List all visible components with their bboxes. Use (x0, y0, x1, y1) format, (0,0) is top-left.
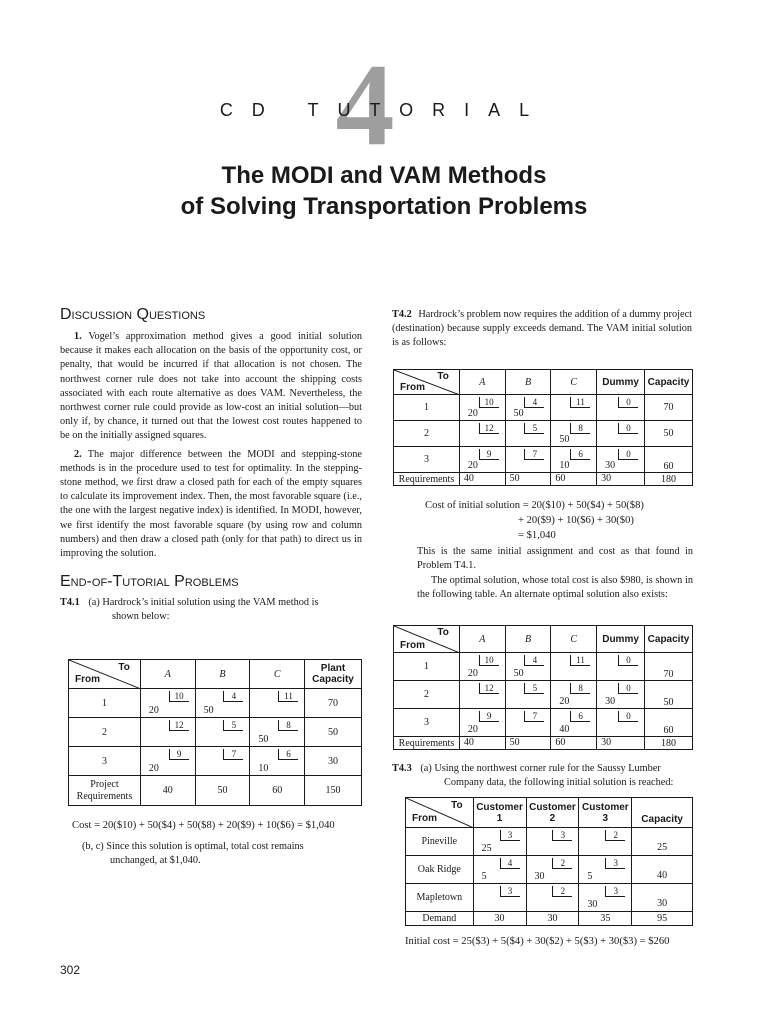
t42b-to-label: To (437, 627, 449, 638)
t42b-col-header: C (551, 626, 597, 653)
t42b-row-label: 1 (394, 653, 460, 681)
t42b-cell (597, 681, 645, 709)
t42b-req-value: 60 (551, 737, 597, 750)
t41-text-a: (a) Hardrock’s initial solution using the VAM method is (88, 597, 319, 609)
t42b-col-header: B (505, 626, 551, 653)
alloc-value: 10 (559, 460, 570, 471)
t42-cost-line-1: Cost of initial solution = 20($10) + 50($4) + 50($8) (425, 500, 644, 511)
cost-box: 7 (524, 711, 544, 722)
alloc-value: 50 (513, 408, 524, 419)
t41-cell (140, 747, 195, 776)
t42a-col-header: Capacity (645, 370, 693, 395)
t41-cell (250, 747, 305, 776)
t42-text: Hardrock’s problem now requires the addition of a dummy project (destination) because supply exceeds demand. The VAM initial solution is as follows: (392, 309, 692, 349)
t41-req-total: 150 (305, 776, 362, 806)
cost-box: 8 (278, 720, 298, 731)
t42a-capacity: 50 (645, 421, 693, 447)
t42a-row-label: 1 (394, 395, 460, 421)
t41-capacity-header (305, 660, 362, 689)
t41-cell (140, 718, 195, 747)
alloc-value: 30 (587, 899, 598, 910)
t42a-cell (459, 447, 505, 473)
t42a-col-header: A (459, 370, 505, 395)
t41-cell (195, 689, 250, 718)
alloc-value: 5 (481, 871, 487, 882)
cost-box: 4 (223, 691, 243, 702)
t42b-corner-cell (394, 626, 460, 653)
t41-capacity: 30 (305, 747, 362, 776)
t41-req-label-2: Requirements (76, 790, 133, 802)
t42b-cell (551, 653, 597, 681)
t42a-col-header: Dummy (597, 370, 645, 395)
title-line-2: of Solving Transportation Problems (180, 193, 588, 220)
t43-req-total: 95 (632, 912, 693, 926)
t43-req-value: 30 (473, 912, 526, 926)
t41-cell (250, 718, 305, 747)
q1-number: 1. (74, 331, 82, 342)
cost-box: 10 (479, 655, 499, 666)
t42b-row-label: 3 (394, 709, 460, 737)
alloc-value: 20 (148, 705, 159, 716)
t42-label: T4.2 (392, 309, 412, 320)
chapter-number: 4 (335, 39, 395, 170)
t42a-col-header: C (551, 370, 597, 395)
cost-box: 3 (605, 886, 625, 897)
eot-heading: End-of-Tutorial Problems (60, 573, 239, 591)
cost-box: 0 (618, 655, 638, 666)
t43-label: T4.3 (392, 763, 412, 774)
cost-box: 12 (479, 683, 499, 694)
t41-cell (250, 689, 305, 718)
t42-optimal-table (393, 625, 693, 750)
t42-cost-line-3: = $1,040 (518, 530, 556, 541)
t41-req-label-1: Project (90, 778, 119, 790)
cost-box: 9 (169, 749, 189, 760)
cost-box: 9 (479, 449, 499, 460)
t41-cell (140, 689, 195, 718)
cost-box: 5 (524, 683, 544, 694)
t42b-cell (597, 653, 645, 681)
t41-row-label: 3 (69, 747, 141, 776)
t43-cell (526, 828, 579, 856)
t43-col-header (526, 798, 579, 828)
t43-col-header (473, 798, 526, 828)
t41-capacity-header-2: Capacity (312, 674, 354, 685)
page-number: 302 (60, 963, 81, 977)
alloc-value: 10 (258, 763, 269, 774)
t41-col-header: A (140, 660, 195, 689)
t41-req-value: 60 (250, 776, 305, 806)
t41-cost-equation: Cost = 20($10) + 50($4) + 50($8) + 20($9) + 10($6) = $1,040 (72, 820, 335, 831)
t42b-row-label: 2 (394, 681, 460, 709)
cost-box: 5 (524, 423, 544, 434)
cost-box: 4 (524, 397, 544, 408)
cost-box: 0 (618, 711, 638, 722)
q2-text: The major difference between the MODI and stepping-stone methods is in the procedure used to test for optimality. In the stepping-stone method, we first draw a closed path for each of the empty squares to calculate its improvement index. Then, the most favorable square (i.e., the one with the largest negative index) is identified. In MODI, however, we first identify the most favorable square (by using row and column numbers) and then draw a closed path (only for that path) to direct us in improving the solution. (60, 448, 362, 560)
t42a-cell (597, 447, 645, 473)
t43-cell (473, 828, 526, 856)
t42b-cell (505, 653, 551, 681)
t42a-req-value: 40 (459, 473, 505, 486)
cost-box: 4 (524, 655, 544, 666)
alloc-value: 30 (605, 460, 616, 471)
cost-box: 12 (169, 720, 189, 731)
t43-req-value: 30 (526, 912, 579, 926)
t42b-cell (551, 681, 597, 709)
t42a-cell (505, 395, 551, 421)
t42a-cell (597, 421, 645, 447)
t43-col-header-word: Customer (581, 801, 629, 813)
cost-box: 3 (605, 858, 625, 869)
t43-capacity-header: Capacity (632, 798, 693, 828)
t42b-capacity: 50 (645, 681, 693, 709)
t42a-req-total: 180 (645, 473, 693, 486)
t43-capacity: 25 (632, 828, 693, 856)
t41-bc (82, 840, 362, 868)
t42-cost-equation (425, 498, 705, 543)
cost-box: 10 (169, 691, 189, 702)
cost-box: 6 (570, 449, 590, 460)
t42b-cell (551, 709, 597, 737)
alloc-value: 30 (534, 871, 545, 882)
left-column (60, 306, 362, 625)
t41-cell (195, 718, 250, 747)
t42a-col-header: B (505, 370, 551, 395)
t42b-capacity: 70 (645, 653, 693, 681)
cost-box: 11 (570, 397, 590, 408)
cost-box: 0 (618, 449, 638, 460)
t43-col-header (579, 798, 632, 828)
t42a-capacity: 70 (645, 395, 693, 421)
cost-box: 0 (618, 423, 638, 434)
t42a-cell (505, 421, 551, 447)
cost-box: 12 (479, 423, 499, 434)
t42-cost-line-2: + 20($9) + 10($6) + 30($0) (518, 515, 634, 526)
t43-col-header-num: 3 (602, 812, 609, 824)
t43-table (405, 797, 693, 926)
t42a-from-label: From (400, 382, 425, 393)
t43-cell (473, 856, 526, 884)
cost-box: 7 (524, 449, 544, 460)
t41-bc-a: (b, c) Since this solution is optimal, total cost remains (82, 841, 304, 852)
t42b-cell (459, 653, 505, 681)
t43-cell (526, 884, 579, 912)
t42a-cell (551, 395, 597, 421)
alloc-value: 20 (467, 668, 478, 679)
t43-capacity: 30 (632, 884, 693, 912)
alloc-value: 20 (467, 724, 478, 735)
discussion-q2 (60, 448, 362, 562)
t43-cell (579, 884, 632, 912)
t42b-col-header: Capacity (645, 626, 693, 653)
cost-box: 4 (500, 858, 520, 869)
cost-box: 6 (278, 749, 298, 760)
t43-row-label: Oak Ridge (406, 856, 474, 884)
t41-bc-b: unchanged, at $1,040. (110, 855, 201, 867)
t43-to-label: To (451, 800, 463, 811)
t42-same-text: This is the same initial assignment and cost as that found in Problem T4.1. (417, 546, 693, 572)
t42a-cell (551, 447, 597, 473)
t42b-cell (459, 681, 505, 709)
cost-box: 2 (552, 886, 572, 897)
cost-box: 3 (500, 830, 520, 841)
t43-cell (526, 856, 579, 884)
t43-cell (579, 856, 632, 884)
t42a-req-value: 30 (597, 473, 645, 486)
alloc-value: 20 (467, 408, 478, 419)
t42b-capacity: 60 (645, 709, 693, 737)
cost-box: 7 (223, 749, 243, 760)
alloc-value: 50 (258, 734, 269, 745)
t43-col-header-word: Customer (476, 801, 523, 813)
cost-box: 9 (479, 711, 499, 722)
t43-text-b: Company data, the following initial solution is reached: (444, 777, 674, 789)
t42b-req-label: Requirements (394, 737, 460, 750)
t42b-cell (505, 681, 551, 709)
t42b-req-total: 180 (645, 737, 693, 750)
t42-optimal-text: The optimal solution, whose total cost is also $980, is shown in the following table. An alternate optimal solution also exists: (417, 575, 693, 601)
t41-col-header: B (195, 660, 250, 689)
t41-label: T4.1 (60, 597, 80, 609)
t41-col-header: C (250, 660, 305, 689)
page-title (40, 160, 728, 222)
title-line-1: The MODI and VAM Methods (221, 162, 547, 189)
t41-cell (195, 747, 250, 776)
cost-box: 11 (570, 655, 590, 666)
t42b-req-value: 50 (505, 737, 551, 750)
cost-box: 2 (605, 830, 625, 841)
t41-row-label: 1 (69, 689, 141, 718)
discussion-heading: Discussion Questions (60, 306, 206, 323)
t43-from-label: From (412, 813, 437, 824)
t41-req-value: 40 (140, 776, 195, 806)
t42b-from-label: From (400, 640, 425, 651)
t42b-cell (505, 709, 551, 737)
t42b-cell (597, 709, 645, 737)
t43-cell (473, 884, 526, 912)
t42a-cell (459, 395, 505, 421)
alloc-value: 40 (559, 724, 570, 735)
cost-box: 3 (552, 830, 572, 841)
t42a-row-label: 3 (394, 447, 460, 473)
t42b-req-value: 40 (459, 737, 505, 750)
t41-text-b: shown below: (112, 611, 170, 623)
tutorial-kicker: CD TUTORIAL (219, 100, 549, 120)
t43-col-header-num: 2 (549, 812, 556, 824)
t42a-to-label: To (437, 371, 449, 382)
t42a-cell (551, 421, 597, 447)
cost-box: 2 (552, 858, 572, 869)
t41-corner-cell (69, 660, 141, 689)
t41-capacity: 70 (305, 689, 362, 718)
cost-box: 6 (570, 711, 590, 722)
t42a-req-label: Requirements (394, 473, 460, 486)
t41-intro (60, 596, 362, 624)
cost-box: 5 (223, 720, 243, 731)
alloc-value: 25 (481, 843, 492, 854)
t42a-corner-cell (394, 370, 460, 395)
t43-row-label: Pineville (406, 828, 474, 856)
t43-col-header-num: 1 (496, 812, 503, 824)
t41-row-label: 2 (69, 718, 141, 747)
t43-capacity: 40 (632, 856, 693, 884)
t42b-req-value: 30 (597, 737, 645, 750)
t43-row-label: Mapletown (406, 884, 474, 912)
cost-box: 10 (479, 397, 499, 408)
t42a-capacity: 60 (645, 447, 693, 473)
alloc-value: 20 (559, 696, 570, 707)
t42b-col-header: A (459, 626, 505, 653)
t41-table (68, 659, 362, 806)
t42a-cell (597, 395, 645, 421)
t42a-row-label: 2 (394, 421, 460, 447)
t42a-cell (505, 447, 551, 473)
q1-text: Vogel’s approximation method gives a good initial solution because it makes each allocation on the basis of the opportunity cost, or penalty, that would be incurred if that allocation is not chosen. The northwest corner rule does not take into account the shipping costs associated with each route alternative as does VAM. Nevertheless, the northwest corner rule could provide as low-cost an initial solution—but only if, by chance, it turned out that the lowest cost routes happened to be on the initially assigned squares. (60, 331, 362, 442)
alloc-value: 50 (559, 434, 570, 445)
t43-cost-equation: Initial cost = 25($3) + 5($4) + 30($2) + 5($3) + 30($3) = $260 (405, 936, 670, 947)
alloc-value: 50 (203, 705, 214, 716)
cost-box: 0 (618, 683, 638, 694)
t41-capacity-header-1: Plant (320, 663, 346, 674)
t42a-cell (459, 421, 505, 447)
alloc-value: 30 (605, 696, 616, 707)
t43-cell (579, 828, 632, 856)
t42a-req-value: 60 (551, 473, 597, 486)
alloc-value: 20 (148, 763, 159, 774)
t43-req-value: 35 (579, 912, 632, 926)
t41-req-label (69, 776, 141, 806)
t42b-cell (459, 709, 505, 737)
t42a-req-value: 50 (505, 473, 551, 486)
alloc-value: 20 (467, 460, 478, 471)
t42-initial-table (393, 369, 693, 486)
t41-req-value: 50 (195, 776, 250, 806)
t41-to-label: To (118, 662, 130, 673)
cost-box: 11 (278, 691, 298, 702)
t43-corner-cell (406, 798, 474, 828)
cost-box: 8 (570, 683, 590, 694)
t43-text-a: (a) Using the northwest corner rule for the Saussy Lumber (420, 763, 661, 774)
cost-box: 8 (570, 423, 590, 434)
alloc-value: 5 (587, 871, 593, 882)
t41-capacity: 50 (305, 718, 362, 747)
cost-box: 3 (500, 886, 520, 897)
t42b-col-header: Dummy (597, 626, 645, 653)
t42-intro (392, 308, 692, 351)
discussion-q1 (60, 330, 362, 444)
t43-req-label: Demand (406, 912, 474, 926)
q2-number: 2. (74, 448, 82, 460)
alloc-value: 50 (513, 668, 524, 679)
cost-box: 0 (618, 397, 638, 408)
t43-intro (392, 762, 696, 790)
t43-col-header-word: Customer (529, 801, 576, 813)
t41-from-label: From (75, 674, 100, 685)
